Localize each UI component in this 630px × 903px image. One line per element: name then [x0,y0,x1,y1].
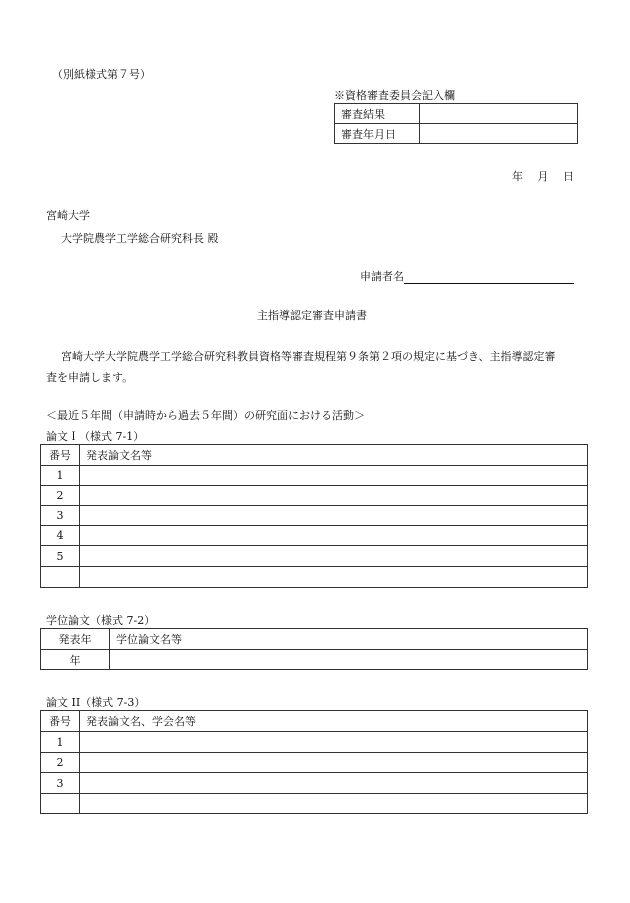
row-number [41,567,80,588]
row-title [80,773,588,794]
table-row [41,506,588,526]
degree-table [40,628,588,670]
committee-date-label: 審査年月日 [335,124,420,144]
applicant-label: 申請者名 [360,270,404,283]
row-title [80,567,588,588]
degree-col-title: 学位論文名等 [110,629,588,650]
form-number: （別紙様式第７号） [52,68,151,81]
row-number: 3 [41,506,80,526]
table-row [41,546,588,567]
committee-table [334,103,578,144]
period-heading: ＜最近５年間（申請時から過去５年間）の研究面における活動＞ [46,409,365,422]
table-row [41,753,588,773]
row-title [80,546,588,567]
row-title [80,732,588,753]
addressee-university: 宮崎大学 [46,209,90,222]
row-title [80,506,588,526]
row-number: 2 [41,753,80,773]
row-number: 2 [41,486,80,506]
committee-note: ※資格審査委員会記入欄 [334,89,455,102]
degree-year-cell: 年 [41,650,110,670]
committee-result-value [420,104,578,124]
table-row [41,486,588,506]
row-title [80,486,588,506]
row-title [80,466,588,486]
row-number: 5 [41,546,80,567]
applicant-name-field [360,268,574,284]
table-row [41,650,588,670]
papers2-table [40,710,588,814]
degree-heading: 学位論文（様式 7-2） [46,614,156,627]
document-title: 主指導認定審査申請書 [257,309,367,322]
row-number: 1 [41,466,80,486]
degree-col-year: 発表年 [41,629,110,650]
row-number: 1 [41,732,80,753]
body-text-line2: 査を申請します。 [46,371,134,384]
table-row [41,567,588,588]
papers2-heading: 論文 II（様式 7-3） [46,696,146,709]
papers1-col-number: 番号 [41,445,80,466]
addressee-dean: 大学院農学工学総合研究科長 殿 [61,232,219,245]
row-number: 3 [41,773,80,794]
table-row [41,466,588,486]
papers2-col-title: 発表論文名、学会名等 [80,711,588,732]
row-title [80,526,588,546]
table-row [41,732,588,753]
committee-result-label: 審査結果 [335,104,420,124]
row-title [80,794,588,814]
degree-title-cell [110,650,588,670]
papers1-heading: 論文Ｉ（様式 7-1） [46,430,145,443]
date-line: 年 月 日 [512,170,574,183]
row-number [41,794,80,814]
papers1-table [40,444,588,588]
row-number: 4 [41,526,80,546]
body-text-line1: 宮崎大学大学院農学工学総合研究科教員資格等審査規程第９条第２項の規定に基づき、主指導認定審 [61,350,556,363]
papers2-col-number: 番号 [41,711,80,732]
applicant-signature-line [404,271,574,284]
table-row [41,526,588,546]
row-title [80,753,588,773]
table-row [41,794,588,814]
committee-date-value [420,124,578,144]
papers1-col-title: 発表論文名等 [80,445,588,466]
table-row [41,773,588,794]
